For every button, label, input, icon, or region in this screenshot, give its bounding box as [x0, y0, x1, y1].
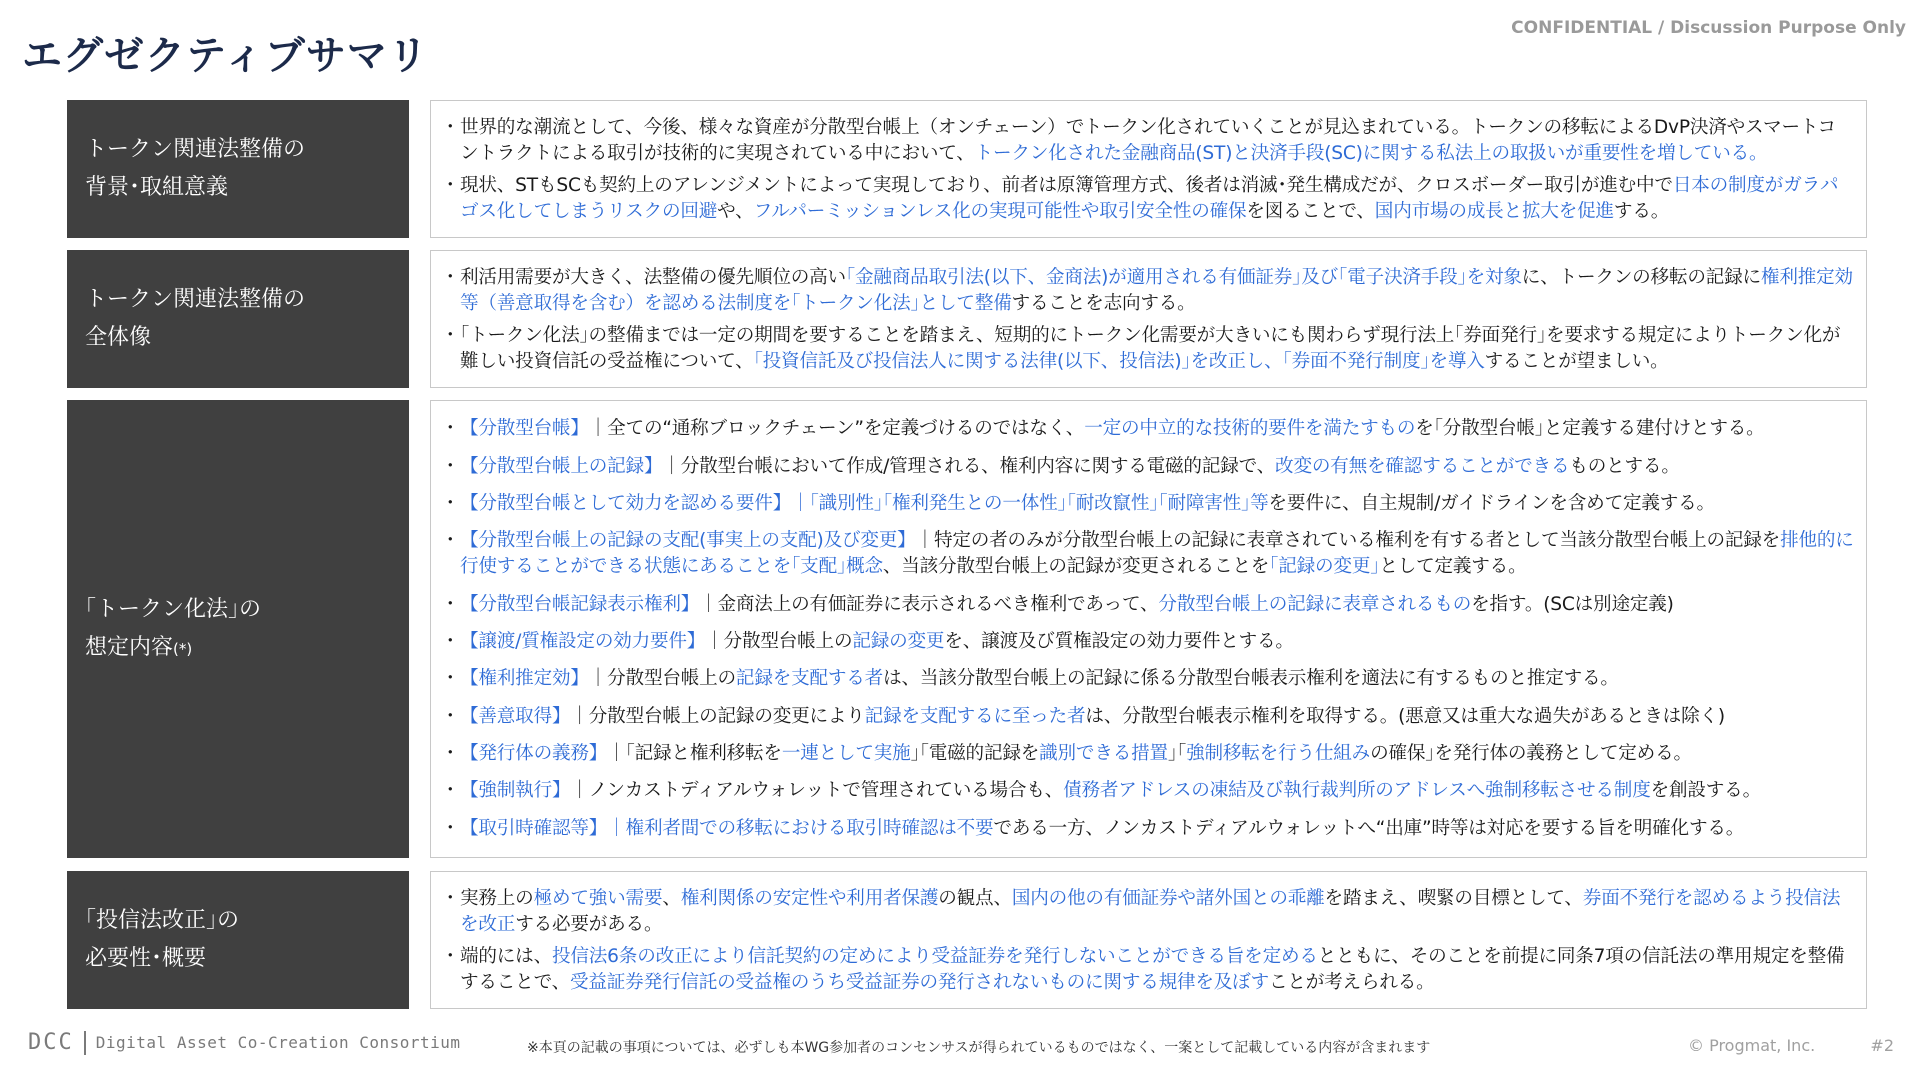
- body-text: ｜分散型台帳上の: [705, 630, 853, 652]
- highlight-text: 識別できる措置: [1039, 742, 1168, 764]
- bullet-item: [445, 454, 1854, 480]
- body-text: を踏まえ、喫緊の目標として、: [1324, 888, 1583, 909]
- section-label: [67, 100, 409, 238]
- highlight-text: 債務者アドレスの凍結及び執行裁判所のアドレスへ強制移転させる制度: [1063, 780, 1651, 802]
- body-text: を要件に、自主規制/ガイドラインを含めて定義する。: [1268, 492, 1715, 514]
- body-text: 世界的な潮流として、今後、様々な資産が分散型台帳上（オンチェーン）でトークン化されていくことが見込まれている。トークンの移転によるDvP決済やスマートコントラクトによる取引が技術的に実現されている中において、: [460, 117, 1836, 164]
- body-text: は、当該分散型台帳上の記録に係る分散型台帳表示権利を適法に有するものと推定する。: [883, 668, 1619, 690]
- footer-copyright: © Progmat, Inc.: [1688, 1036, 1816, 1055]
- section-label-line2: 背景･取組意義: [85, 175, 229, 200]
- highlight-text: 【譲渡/質権設定の効力要件】: [460, 630, 706, 652]
- highlight-text: 券面不発行を認めるよう投信法を改正: [460, 888, 1841, 935]
- bullet-item: [445, 173, 1854, 225]
- highlight-text: 強制移転を行う仕組み: [1186, 742, 1371, 764]
- bullet-item: [445, 816, 1854, 842]
- highlight-text: 【善意取得】: [460, 705, 571, 727]
- highlight-text: 改変の有無を確認することができる: [1275, 455, 1570, 477]
- body-text: の確保｣を発行体の義務として定める。: [1370, 742, 1692, 764]
- highlight-text: 【分散型台帳上の記録の支配(事実上の支配)及び変更】: [460, 530, 916, 552]
- body-text: である一方、ノンカストディアルウォレットへ“出庫”時等は対応を要する旨を明確化する。: [993, 817, 1745, 839]
- bullet-item: [445, 629, 1854, 655]
- body-text: 端的には、: [460, 946, 552, 967]
- body-text: ｢トークン化法｣の整備までは一定の期間を要することを踏まえ、短期的にトークン化需要が大きいにも関わらず現行法上｢券面発行｣を要求する規定によりトークン化が難しい投資信託の受益権について、: [460, 325, 1841, 372]
- body-text: することが望ましい。: [1484, 351, 1669, 372]
- logo-consortium: Digital Asset Co-Creation Consortium: [95, 1033, 461, 1052]
- highlight-text: 【取引時確認等】｜権利者間での移転における取引時確認は不要: [460, 817, 994, 839]
- body-text: を図ることで、: [1246, 201, 1375, 222]
- bullet-item: [445, 666, 1854, 692]
- highlight-text: 受益証券発行信託の受益権のうち受益証券の発行されないものに関する規律を及ぼす: [570, 972, 1269, 993]
- body-text: する。: [1613, 201, 1670, 222]
- highlight-text: 記録を支配するに至った者: [864, 705, 1086, 727]
- section-content: [430, 400, 1867, 858]
- highlight-text: 国内市場の成長と拡大を促進: [1374, 201, 1614, 222]
- bullet-item: [445, 323, 1854, 375]
- section-label: [67, 250, 409, 388]
- body-text: ｜特定の者のみが分散型台帳上の記録に表章されている権利を有する者として当該分散型台帳上の記録を: [915, 530, 1781, 552]
- footer-note: ※本頁の記載の事項については、必ずしも本WG参加者のコンセンサスが得られているものではなく、一案として記載している内容が含まれます: [527, 1040, 1431, 1056]
- highlight-text: 【発行体の義務】: [460, 742, 608, 764]
- body-text: とともに、そのことを前提に同条7項の信託法の準用規定を整備することで、: [460, 946, 1845, 993]
- section-content: [430, 871, 1867, 1009]
- bullet-item: [445, 528, 1854, 580]
- body-text: ｜分散型台帳上の記録の変更により: [570, 705, 865, 727]
- body-text: ｣｢電磁的記録を: [910, 742, 1040, 764]
- bullet-item: [445, 115, 1854, 167]
- highlight-text: 【強制執行】: [460, 780, 571, 802]
- body-text: ｜全ての“通称ブロックチェーン”を定義づけるのではなく、: [588, 418, 1085, 440]
- body-text: や、: [717, 201, 754, 222]
- highlight-text: 一定の中立的な技術的要件を満たすもの: [1084, 418, 1416, 440]
- body-text: の観点、: [938, 888, 1012, 909]
- section-label-line2-wrap: [85, 629, 409, 668]
- highlight-text: ｢記録の変更｣: [1269, 556, 1380, 578]
- section-label-line1: ｢トークン化法｣の: [85, 596, 262, 622]
- section-label: [67, 400, 409, 858]
- highlight-text: ｢投資信託及び投信法人に関する法律(以下、投信法)｣を改正し、｢券面不発行制度｣を導入: [753, 351, 1485, 372]
- body-text: ｜｢記録と権利移転を: [607, 742, 782, 764]
- bullet-item: [445, 741, 1854, 767]
- highlight-text: 投信法6条の改正により信託契約の定めにより受益証券を発行しないことができる旨を定める: [551, 946, 1318, 967]
- body-text: ｜ノンカストディアルウォレットで管理されている場合も、: [570, 780, 1064, 802]
- page-number: #2: [1870, 1036, 1894, 1055]
- highlight-text: 一連として実施: [781, 742, 911, 764]
- body-text: ことが考えられる。: [1268, 972, 1435, 993]
- section-overview: [67, 250, 1867, 388]
- highlight-text: 国内の他の有価証券や諸外国との乖離: [1011, 888, 1325, 909]
- body-text: 実務上の: [460, 888, 534, 909]
- section-token-law: [67, 400, 1867, 858]
- confidential-label: CONFIDENTIAL / Discussion Purpose Only: [1511, 18, 1906, 38]
- highlight-text: 記録の変更: [852, 630, 945, 652]
- body-text: 、当該分散型台帳上の記録が変更されることを: [882, 556, 1270, 578]
- section-label-line1: トークン関連法整備の: [85, 137, 306, 162]
- bullet-item: [445, 886, 1854, 938]
- section-label: [67, 871, 409, 1009]
- body-text: ｜分散型台帳において作成/管理される、権利内容に関する電磁的記録で、: [662, 455, 1276, 477]
- highlight-text: 【分散型台帳】: [460, 418, 589, 440]
- body-text: 、: [662, 888, 681, 909]
- body-text: に、トークンの移転の記録に: [1521, 267, 1761, 288]
- highlight-text: トークン化された金融商品(ST)と決済手段(SC)に関する私法上の取扱いが重要性を増している。: [974, 143, 1768, 164]
- highlight-text: 【分散型台帳として効力を認める要件】｜｢識別性｣｢権利発生との一体性｣｢耐改竄性｣｢耐障害性｣等: [460, 492, 1269, 514]
- bullet-item: [445, 704, 1854, 730]
- body-text: することを志向する。: [1011, 293, 1196, 314]
- bullet-item: [445, 778, 1854, 804]
- body-text: を創設する。: [1650, 780, 1761, 802]
- section-background: [67, 100, 1867, 238]
- section-label-line2: 必要性･概要: [85, 946, 207, 971]
- highlight-text: 記録を支配する者: [735, 668, 884, 690]
- section-content: [430, 250, 1867, 388]
- highlight-text: ｢金融商品取引法(以下、金商法)が適用される有価証券｣及び｢電子決済手段｣を対象: [845, 267, 1522, 288]
- bullet-item: [445, 491, 1854, 517]
- highlight-text: 排他的に行使することができる状態にあることを｢支配｣概念: [460, 530, 1854, 578]
- highlight-text: 極めて強い需要: [533, 888, 663, 909]
- highlight-text: フルパーミッションレス化の実現可能性や取引安全性の確保: [753, 201, 1247, 222]
- highlight-text: 【分散型台帳記録表示権利】: [460, 593, 700, 615]
- logo-divider: [84, 1031, 86, 1055]
- body-text: ｜金商法上の有価証券に表示されるべき権利であって、: [699, 593, 1159, 615]
- body-text: 現状、STもSCも契約上のアレンジメントによって実現しており、前者は原簿管理方式、後者は消滅･発生構成だが、クロスボーダー取引が進む中で: [460, 175, 1673, 196]
- bullet-item: [445, 944, 1854, 996]
- highlight-text: 権利関係の安定性や利用者保護: [680, 888, 939, 909]
- section-label-note: (*): [173, 639, 193, 658]
- body-text: は、分散型台帳表示権利を取得する。(悪意又は重大な過失があるときは除く): [1085, 705, 1725, 727]
- highlight-text: 権利推定効等（善意取得を含む）を認める法制度を｢トークン化法｣として整備: [460, 267, 1853, 314]
- bullet-item: [445, 592, 1854, 618]
- page-title: エグゼクティブサマリ: [22, 33, 429, 79]
- logo-dcc: DCC: [28, 1030, 74, 1055]
- section-label-line2: 全体像: [85, 325, 152, 350]
- section-label-line1: トークン関連法整備の: [85, 287, 306, 312]
- footer-logo: [28, 1030, 461, 1055]
- section-trust-law: [67, 871, 1867, 1009]
- body-text: ｜分散型台帳上の: [588, 668, 736, 690]
- body-text: ｣｢: [1167, 742, 1187, 764]
- body-text: ものとする。: [1569, 455, 1680, 477]
- bullet-item: [445, 416, 1854, 442]
- body-text: を指す。(SCは別途定義): [1471, 593, 1674, 615]
- highlight-text: 【分散型台帳上の記録】: [460, 455, 663, 477]
- body-text: を、譲渡及び質権設定の効力要件とする。: [944, 630, 1294, 652]
- body-text: 利活用需要が大きく、法整備の優先順位の高い: [460, 267, 846, 288]
- body-text: を｢分散型台帳｣と定義する建付けとする。: [1415, 418, 1765, 440]
- highlight-text: 【権利推定効】: [460, 668, 589, 690]
- highlight-text: 日本の制度がガラパゴス化してしまうリスクの回避: [460, 175, 1839, 222]
- section-label-line1: ｢投信法改正｣の: [85, 908, 240, 933]
- highlight-text: 分散型台帳上の記録に表章されるもの: [1158, 593, 1472, 615]
- body-text: として定義する。: [1379, 556, 1527, 578]
- section-content: [430, 100, 1867, 238]
- section-label-line2: 想定内容: [85, 634, 174, 660]
- bullet-item: [445, 265, 1854, 317]
- body-text: する必要がある。: [515, 914, 663, 935]
